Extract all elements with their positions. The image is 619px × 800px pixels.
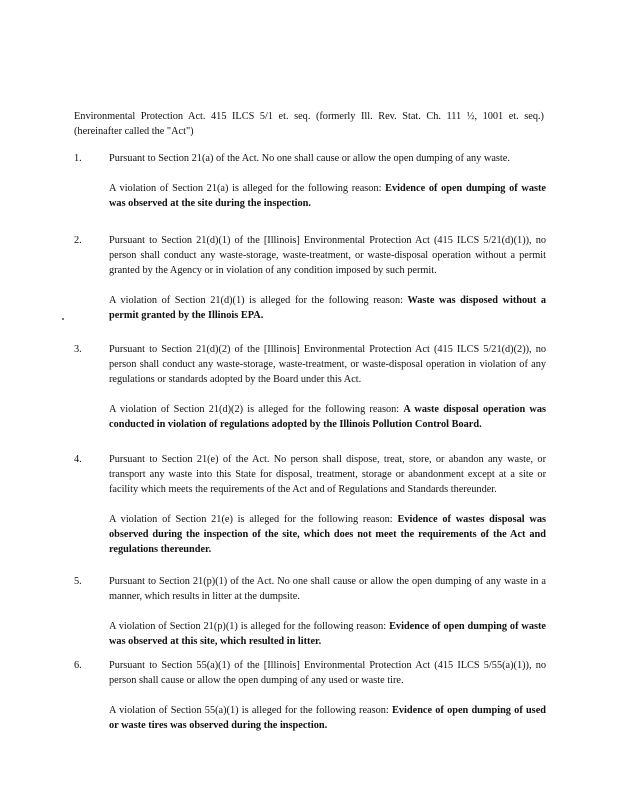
statute-text: Pursuant to Section 21(e) of the Act. No person shall dispose, treat, store, or abandon any waste, or transport any waste into this State for disposal, treatment, storage or abandonment except at a site or facility which meets the requirements of the Act and of Regulations and Standards thereunder.	[109, 454, 546, 495]
statute-text: Pursuant to Section 21(d)(2) of the [Illinois] Environmental Protection Act (415 ILCS 5/21(d)(2)), no person shall conduct any waste-storage, waste-treatment, or waste-disposal operation in violation of any regulations or standards adopted by the Board under this Act.	[109, 344, 546, 385]
item-number: 6.	[74, 660, 82, 671]
violation-reason: Waste was disposed without a permit granted by the Illinois EPA.	[109, 295, 547, 321]
violation-lead: A violation of Section 21(p)(1) is alleged for the following reason:	[109, 621, 390, 632]
item-number: 2.	[74, 235, 82, 246]
violation-reason: Evidence of open dumping of used or waste tires was observed during the inspection.	[109, 705, 546, 731]
item-number: 3.	[74, 344, 82, 355]
allegation-item	[74, 233, 546, 323]
violation-reason: A waste disposal operation was conducted in violation of regulations adopted by the Illinois Pollution Control Board.	[109, 404, 546, 430]
violation-statement	[109, 703, 546, 733]
item-number: 5.	[74, 576, 82, 587]
violation-reason: Evidence of open dumping of waste was observed at this site, which resulted in litter.	[109, 621, 546, 647]
violation-statement	[109, 402, 546, 432]
intro-paragraph: Environmental Protection Act. 415 ILCS 5/1 et. seq. (formerly Ill. Rev. Stat. Ch. 111 ½, 1001 et. seq.) (hereinafter called the "Act")	[74, 111, 544, 137]
allegation-item	[74, 574, 546, 649]
allegation-item	[74, 151, 546, 211]
violation-reason: Evidence of wastes disposal was observed during the inspection of the site, which does not meet the requirements of the Act and regulations thereunder.	[109, 514, 546, 555]
allegation-item	[74, 658, 546, 733]
violation-lead: A violation of Section 21(d)(2) is alleged for the following reason:	[109, 404, 404, 415]
violation-lead: A violation of Section 21(a) is alleged for the following reason:	[109, 183, 386, 194]
violation-lead: A violation of Section 55(a)(1) is alleged for the following reason:	[109, 705, 393, 716]
statute-text: Pursuant to Section 21(d)(1) of the [Illinois] Environmental Protection Act (415 ILCS 5/21(d)(1)), no person shall conduct any waste-storage, waste-treatment, or waste-disposal operation without a permit granted by the Agency or in violation of any condition imposed by such permit.	[109, 235, 546, 276]
scan-speck	[62, 318, 64, 320]
statute-text: Pursuant to Section 21(p)(1) of the Act. No one shall cause or allow the open dumping of any waste in a manner, which results in litter at the dumpsite.	[109, 576, 546, 602]
violation-statement	[109, 181, 546, 211]
item-number: 1.	[74, 153, 82, 164]
allegation-item	[74, 342, 546, 432]
item-number: 4.	[74, 454, 82, 465]
allegation-item	[74, 452, 546, 557]
statute-text: Pursuant to Section 55(a)(1) of the [Illinois] Environmental Protection Act (415 ILCS 5/55(a)(1)), no person shall cause or allow the open dumping of any used or waste tire.	[109, 660, 546, 686]
violation-reason: Evidence of open dumping of waste was observed at the site during the inspection.	[109, 183, 546, 209]
violation-statement	[109, 619, 546, 649]
statute-text: Pursuant to Section 21(a) of the Act. No one shall cause or allow the open dumping of any waste.	[109, 153, 510, 164]
violation-statement	[109, 512, 546, 557]
violation-statement	[109, 293, 546, 323]
violation-lead: A violation of Section 21(e) is alleged for the following reason:	[109, 514, 398, 525]
violation-lead: A violation of Section 21(d)(1) is alleged for the following reason:	[109, 295, 408, 306]
